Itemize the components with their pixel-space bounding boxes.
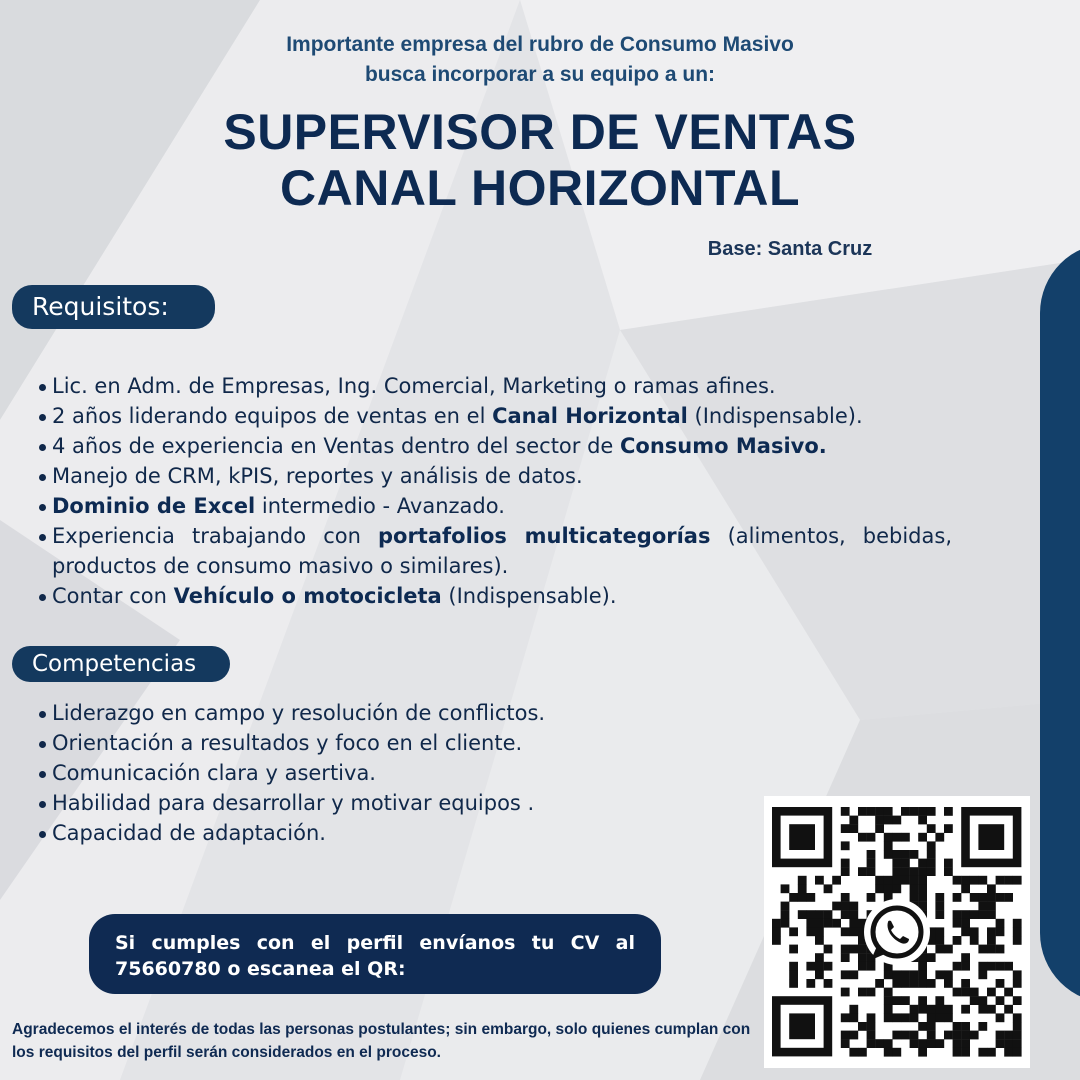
job-title — [0, 104, 1080, 216]
list-item: Dominio de Excel intermedio - Avanzado. — [12, 491, 952, 521]
cta-banner: Si cumples con el perfil envíanos tu CV al 75660780 o escanea el QR: — [89, 914, 661, 994]
list-item: Liderazgo en campo y resolución de conflictos. — [12, 698, 712, 728]
competencias-list — [12, 698, 712, 848]
job-title-line-1: SUPERVISOR DE VENTAS — [223, 104, 857, 160]
requisitos-list — [12, 371, 952, 611]
requisitos-heading: Requisitos: — [12, 285, 215, 329]
whatsapp-icon — [864, 899, 930, 965]
list-item: Capacidad de adaptación. — [12, 818, 712, 848]
list-item: Orientación a resultados y foco en el cliente. — [12, 728, 712, 758]
intro-text — [0, 30, 1080, 90]
list-item: Lic. en Adm. de Empresas, Ing. Comercial, Marketing o ramas afines. — [12, 371, 952, 401]
list-item: Comunicación clara y asertiva. — [12, 758, 712, 788]
side-accent-bar — [1040, 243, 1080, 1003]
qr-code-graphic — [764, 796, 1030, 1068]
footer-disclaimer: Agradecemos el interés de todas las personas postulantes; sin embargo, solo quienes cumplan con los requisitos del perfil serán considerados en el proceso. — [12, 1021, 751, 1061]
list-item: Manejo de CRM, kPIS, reportes y análisis de datos. — [12, 461, 952, 491]
list-item: 2 años liderando equipos de ventas en el Canal Horizontal (Indispensable). — [12, 401, 952, 431]
qr-code[interactable] — [764, 796, 1030, 1068]
intro-line-2: busca incorporar a su equipo a un: — [364, 63, 716, 86]
list-item: Contar con Vehículo o motocicleta (Indispensable). — [12, 581, 952, 611]
competencias-heading: Competencias — [12, 646, 230, 682]
list-item: Habilidad para desarrollar y motivar equipos . — [12, 788, 712, 818]
list-item: Experiencia trabajando con portafolios multicategorías (alimentos, bebidas, productos de consumo masivo o similares). — [12, 521, 952, 581]
intro-line-1: Importante empresa del rubro de Consumo Masivo — [286, 33, 794, 56]
job-title-line-2: CANAL HORIZONTAL — [280, 160, 800, 216]
list-item: 4 años de experiencia en Ventas dentro del sector de Consumo Masivo. — [12, 431, 952, 461]
location-label: Base: Santa Cruz — [707, 238, 873, 260]
